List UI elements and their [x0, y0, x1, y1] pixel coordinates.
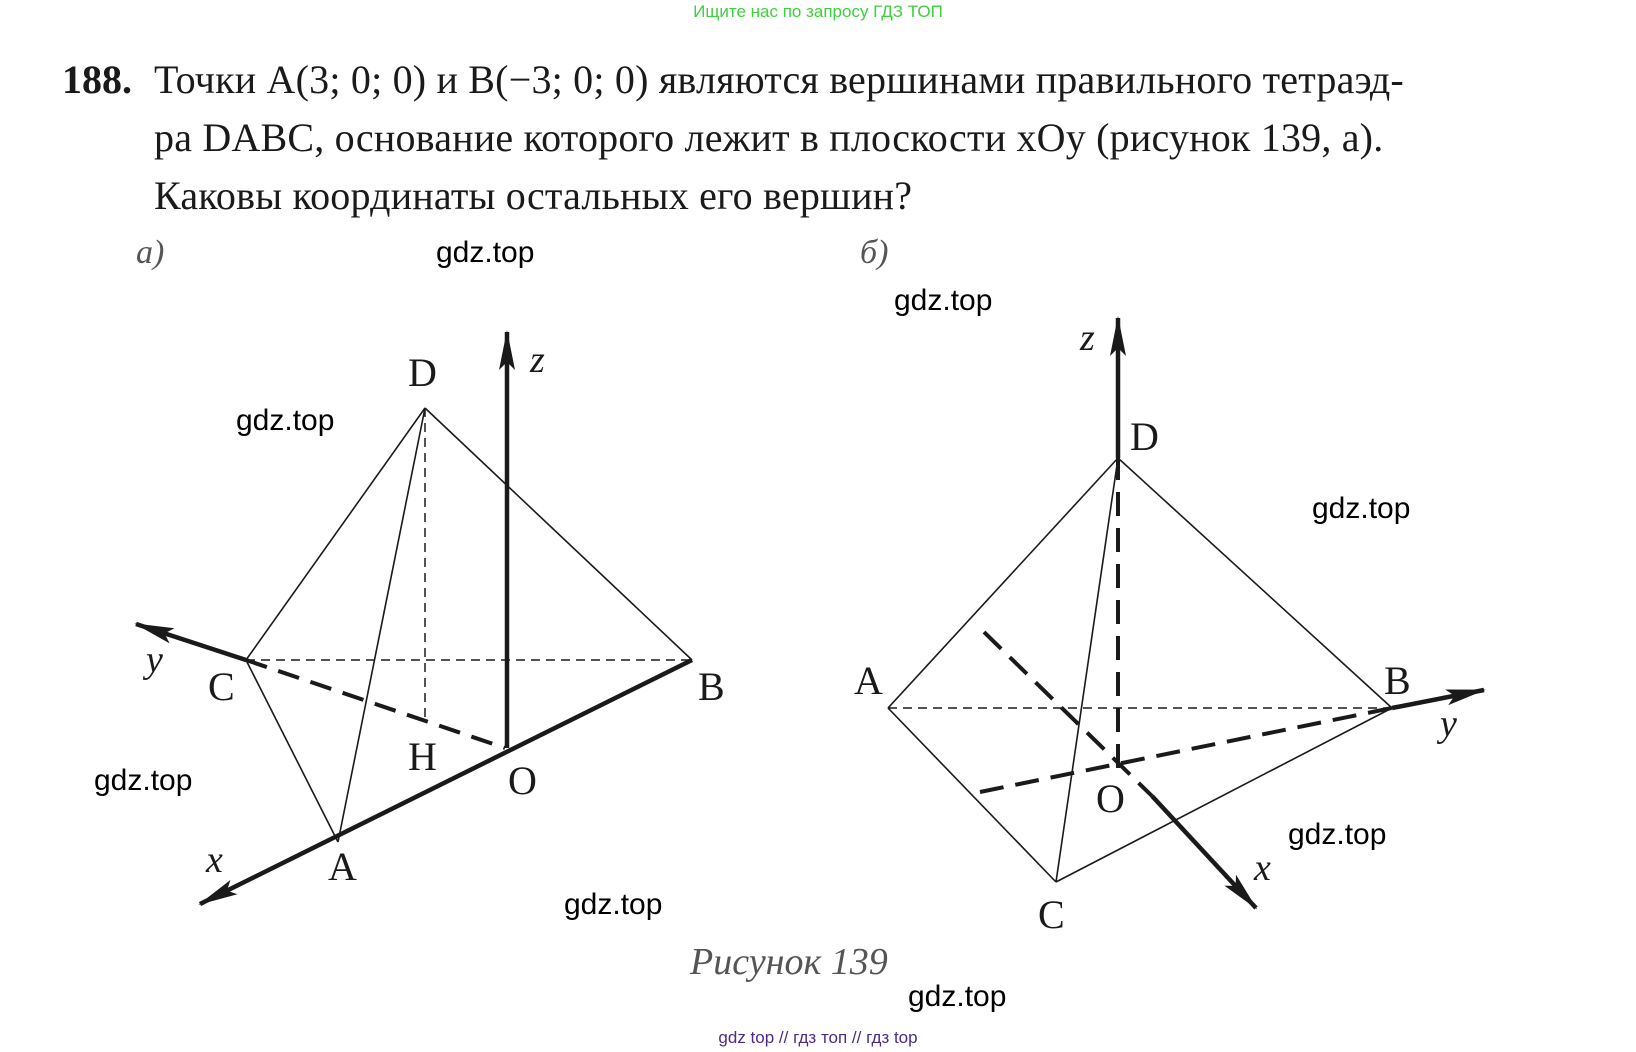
axis-x-a	[200, 660, 692, 904]
figure-b-label: б)	[860, 234, 889, 271]
axis-x-hidden-b	[984, 632, 1152, 796]
footer-links[interactable]: gdz top // гдз топ // гдз top	[718, 1028, 918, 1047]
problem-text-line-2: ра DABC, основание которого лежит в плоскости xOy (рисунок 139, а).	[154, 115, 1384, 160]
edge-DB-a	[425, 408, 692, 660]
axis-label-y-a: y	[146, 639, 163, 681]
figure-caption: Рисунок 139	[690, 941, 888, 983]
edge-AC-b	[888, 708, 1056, 882]
figure-a	[136, 332, 692, 904]
axis-label-x-a: x	[206, 839, 223, 881]
problem-text-line-3: Каковы координаты остальных его вершин?	[154, 173, 913, 218]
figure-b	[888, 318, 1484, 908]
watermark: gdz.top	[564, 888, 663, 921]
figure-a-label: а)	[136, 234, 165, 271]
point-B-b: B	[1384, 658, 1411, 703]
edge-DC-a	[246, 408, 425, 660]
watermark: gdz.top	[894, 284, 993, 317]
point-A-a: A	[328, 844, 357, 889]
point-C-b: C	[1038, 892, 1065, 937]
point-O-a: O	[508, 758, 537, 803]
watermark: gdz.top	[1312, 492, 1411, 525]
point-B-a: B	[698, 664, 725, 709]
search-banner[interactable]: Ищите нас по запросу ГДЗ ТОП	[693, 2, 943, 21]
axis-y-hidden-a	[246, 660, 505, 748]
problem-number: 188.	[62, 57, 132, 102]
figure-a-labels	[142, 339, 725, 889]
watermark: gdz.top	[908, 980, 1007, 1013]
axis-label-z-b: z	[1080, 317, 1095, 359]
watermark: gdz.top	[1288, 818, 1387, 851]
axis-x-b	[1152, 796, 1256, 908]
watermark: gdz.top	[436, 236, 535, 269]
point-C-a: C	[208, 664, 235, 709]
axis-label-y-b: y	[1440, 703, 1457, 745]
edge-DA-b	[888, 458, 1118, 708]
point-D-a: D	[408, 350, 437, 395]
axis-label-x-b: x	[1254, 847, 1271, 889]
point-D-b: D	[1130, 414, 1159, 459]
axis-label-z-a: z	[530, 339, 545, 381]
axis-y-hidden-b	[980, 708, 1392, 792]
problem-text-line-1: Точки A(3; 0; 0) и B(−3; 0; 0) являются вершинами правильного тетраэд-	[154, 57, 1404, 102]
point-A-b: A	[854, 658, 883, 703]
watermark: gdz.top	[236, 404, 335, 437]
watermark: gdz.top	[94, 764, 193, 797]
point-H-a: H	[408, 734, 437, 779]
point-O-b: O	[1096, 776, 1125, 821]
